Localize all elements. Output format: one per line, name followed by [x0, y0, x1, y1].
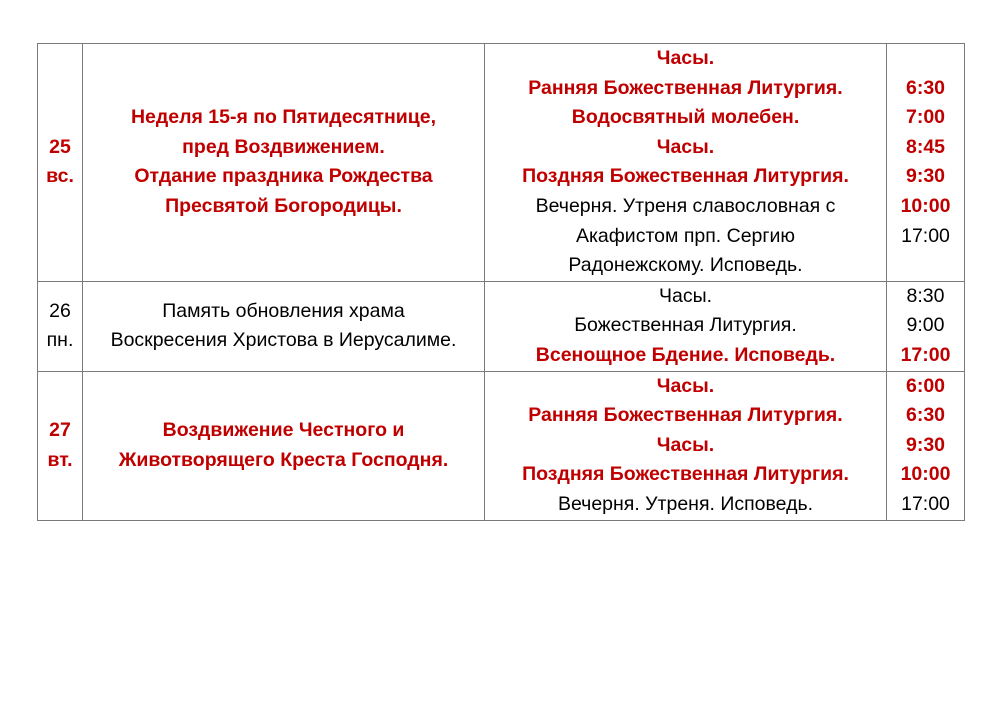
feast-line: Отдание праздника Рождества: [134, 165, 433, 188]
weekday-label: пн.: [46, 329, 74, 352]
service-line: Ранняя Божественная Литургия.: [528, 76, 843, 99]
service-line: Часы.: [656, 47, 715, 69]
service-line: Акафистом прп. Сергию: [575, 224, 796, 247]
day-number: 25: [49, 135, 71, 158]
service-time: 6:00: [905, 374, 946, 397]
service-time: 10:00: [900, 463, 951, 486]
service-line: Часы.: [656, 135, 715, 158]
weekday-label: вс.: [46, 165, 74, 188]
service-line: Часы.: [656, 374, 715, 397]
service-line: Радонежскому. Исповедь.: [568, 254, 803, 277]
service-line: Вечерня. Утреня славословная с: [535, 194, 836, 217]
date-cell: [38, 281, 83, 371]
service-time: 9:00: [906, 314, 945, 337]
day-number: 27: [49, 418, 71, 441]
date-cell: [38, 371, 83, 520]
service-line: Поздняя Божественная Литургия.: [522, 463, 849, 486]
day-number: 26: [49, 299, 71, 322]
service-time: 9:30: [905, 165, 946, 188]
schedule-row: [38, 281, 965, 371]
schedule-row: [38, 44, 965, 282]
service-line: Вечерня. Утреня. Исповедь.: [557, 492, 814, 515]
feast-line: Воздвижение Честного и: [162, 418, 405, 441]
schedule-row: [38, 371, 965, 520]
service-line: Ранняя Божественная Литургия.: [528, 404, 843, 427]
feast-line: Животворящего Креста Господня.: [118, 448, 449, 471]
service-time: 8:45: [905, 135, 946, 158]
feast-cell: [83, 44, 485, 282]
times-cell: [887, 281, 965, 371]
service-time: 8:30: [906, 284, 945, 307]
feast-cell: [83, 371, 485, 520]
times-cell: [887, 44, 965, 282]
service-time: 9:30: [905, 433, 946, 456]
service-time: 6:30: [905, 404, 946, 427]
service-time: 17:00: [901, 492, 950, 515]
service-line: Божественная Литургия.: [574, 314, 797, 337]
feast-line: Пресвятой Богородицы.: [165, 194, 402, 217]
feast-line: Воскресения Христова в Иерусалиме.: [110, 329, 457, 352]
service-time: 17:00: [901, 224, 950, 247]
service-line: Часы.: [656, 433, 715, 456]
services-cell: [485, 44, 887, 282]
services-cell: [485, 371, 887, 520]
feast-line: Неделя 15-я по Пятидесятнице,: [130, 106, 437, 129]
service-time: 10:00: [900, 194, 951, 217]
feast-line: Память обновления храма: [162, 299, 405, 322]
feast-cell: [83, 281, 485, 371]
service-time: 7:00: [905, 106, 946, 129]
service-line: Водосвятный молебен.: [571, 106, 800, 129]
service-time: 6:30: [905, 76, 946, 99]
schedule-body: [38, 44, 965, 521]
schedule-table: [37, 43, 965, 521]
times-cell: [887, 371, 965, 520]
date-cell: [38, 44, 83, 282]
services-cell: [485, 281, 887, 371]
service-line: Поздняя Божественная Литургия.: [522, 165, 849, 188]
service-time: 17:00: [900, 343, 951, 366]
service-line: Часы.: [658, 284, 713, 307]
feast-line: пред Воздвижением.: [182, 135, 385, 158]
weekday-label: вт.: [47, 448, 73, 471]
service-line: Всенощное Бдение. Исповедь.: [535, 343, 836, 366]
